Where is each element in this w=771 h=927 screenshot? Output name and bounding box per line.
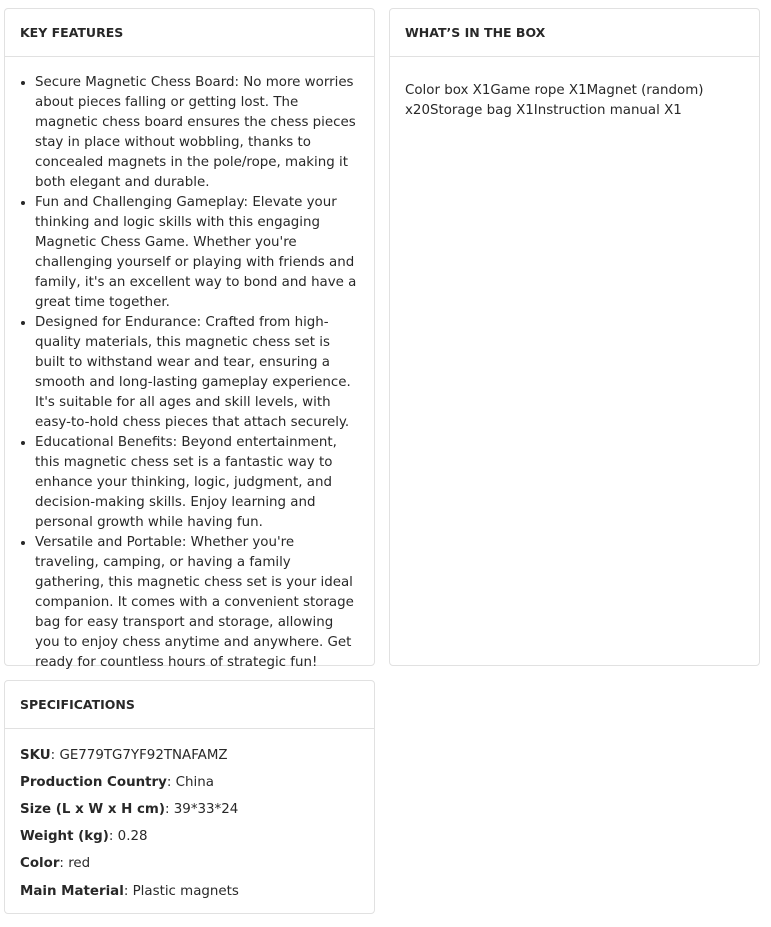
spec-value: 39*33*24: [173, 801, 239, 817]
spec-row-size: [20, 796, 359, 823]
spec-separator: :: [166, 774, 176, 790]
spec-key: Production Country: [20, 774, 167, 790]
feature-item: • Secure Magnetic Chess Board: No more worries about pieces falling or getting lost. The magnetic chess board ensures the chess pieces stay in place without wobbling, thanks to concealed magnets in the pole/rope, making it both elegant and durable.: [35, 73, 362, 193]
spec-key: Color: [20, 856, 60, 872]
spec-key: SKU: [20, 747, 51, 763]
spec-separator: :: [50, 747, 60, 763]
whats-in-the-box-title: WHAT’S IN THE BOX: [390, 9, 759, 57]
spec-value: GE779TG7YF92TNAFAMZ: [59, 747, 228, 763]
specifications-card: [4, 680, 375, 914]
spec-separator: :: [59, 856, 69, 872]
key-features-list: [5, 57, 374, 673]
spec-separator: :: [108, 829, 118, 845]
spec-separator: :: [123, 883, 133, 899]
spec-row-color: [20, 851, 359, 878]
spec-value: Plastic magnets: [132, 883, 239, 899]
specifications-title: SPECIFICATIONS: [5, 681, 374, 729]
spec-value: red: [68, 856, 91, 872]
spec-key: Main Material: [20, 883, 124, 899]
key-features-card: [4, 8, 375, 670]
spec-row-sku: [20, 742, 359, 769]
feature-item: • Fun and Challenging Gameplay: Elevate your thinking and logic skills with this engaging Magnetic Chess Game. Whether you're challenging yourself or playing with friends and family, it's an excellent way to bond and have a great time together.: [35, 193, 362, 313]
spec-value: China: [175, 774, 214, 790]
feature-item: • Educational Benefits: Beyond entertainment, this magnetic chess set is a fantastic way to enhance your thinking, logic, judgment, and decision-making skills. Enjoy learning and personal growth while having fun.: [35, 433, 362, 533]
spec-row-weight: [20, 824, 359, 851]
feature-item: • Designed for Endurance: Crafted from high-quality materials, this magnetic chess set is built to withstand wear and tear, ensuring a smooth and long-lasting gameplay experience. It's suitable for all ages and skill levels, with easy-to-hold chess pieces that attach securely.: [35, 313, 362, 433]
spec-value: 0.28: [117, 829, 148, 845]
whats-in-the-box-card: [389, 8, 760, 666]
key-features-title: KEY FEATURES: [5, 9, 374, 57]
spec-key: Size (L x W x H cm): [20, 801, 165, 817]
spec-key: Weight (kg): [20, 829, 109, 845]
spec-row-main-material: [20, 878, 359, 905]
box-contents-text: Color box X1Game rope X1Magnet (random) x20Storage bag X1Instruction manual X1: [405, 83, 704, 118]
spec-row-production-country: [20, 769, 359, 796]
specifications-list: [5, 729, 374, 905]
feature-item: • Versatile and Portable: Whether you're traveling, camping, or having a family gathering, this magnetic chess set is your ideal companion. It comes with a convenient storage bag for easy transport and storage, allowing you to enjoy chess anytime and anywhere. Get ready for countless hours of strategic fun!: [35, 533, 362, 673]
spec-separator: :: [165, 801, 174, 817]
